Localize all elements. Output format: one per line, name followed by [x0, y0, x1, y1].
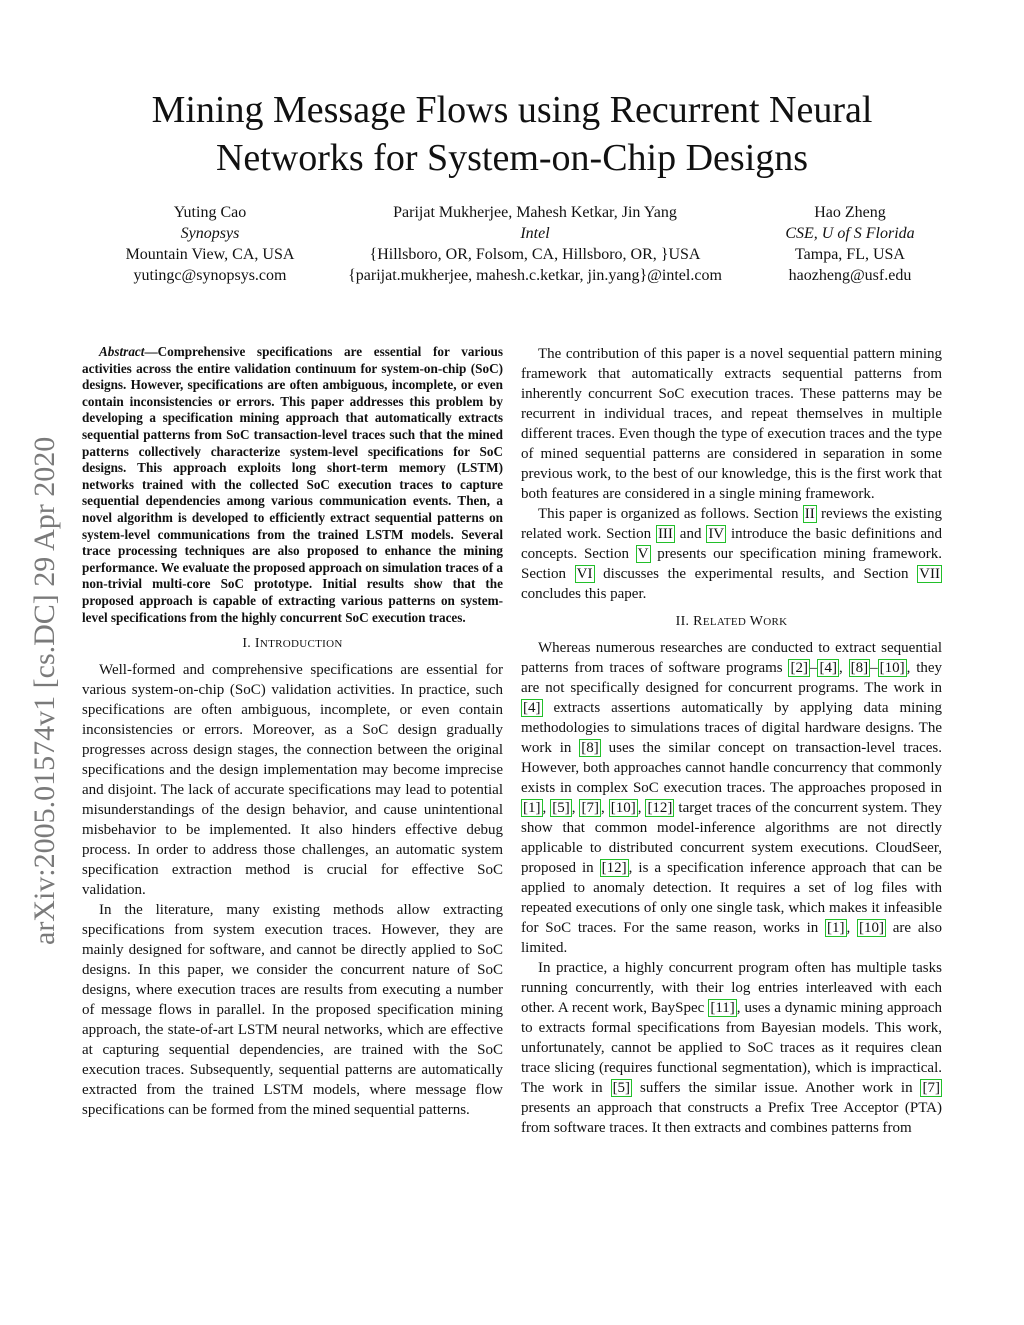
- citation-link[interactable]: [5]: [612, 1080, 631, 1096]
- citation-link[interactable]: [1]: [523, 800, 541, 816]
- contribution-paragraph: The contribution of this paper is a novel sequential pattern mining framework that automatically extracts sequential patterns from inherently concurrent SoC execution traces. These patterns may be recurrent in individual traces, and repeat themselves in multiple different traces. Even though the type of execution traces and the type of mined sequential patterns are considered in separation in some previous work, to the best of our knowledge, this is the first work that both features are considered in a single mining framework.: [521, 346, 942, 502]
- section-link-vii[interactable]: VII: [919, 566, 940, 582]
- right-column: [521, 344, 942, 1138]
- citation-link[interactable]: [4]: [819, 660, 837, 676]
- abstract: [82, 344, 503, 626]
- citation-link[interactable]: [8]: [850, 660, 869, 676]
- section-link-vi[interactable]: VI: [576, 566, 593, 582]
- citation-link[interactable]: [4]: [523, 700, 541, 716]
- author-affiliation: CSE, U of S Florida: [785, 225, 915, 242]
- section-heading-introduction: I. INTRODUCTION: [242, 636, 343, 652]
- author-name: Yuting Cao: [173, 204, 247, 221]
- citation-link[interactable]: [11]: [710, 1000, 735, 1016]
- citation-link[interactable]: [8]: [581, 740, 599, 756]
- author-name: Hao Zheng: [814, 204, 886, 221]
- paper-title: [100, 86, 924, 182]
- citation-link[interactable]: [12]: [647, 800, 673, 816]
- left-column: [82, 344, 503, 1120]
- section-link-ii[interactable]: II: [804, 506, 815, 522]
- related-work-paragraph-1: Whereas numerous researches are conducted to extract sequential patterns from traces of software programs [2] – [4] , [8] – [10] , they are not specifically designed for concurrent programs. The work in [4] extracts assertions automatically by applying data mining methodologies to simulations traces of digital hardware designs. The work in [8] uses the similar concept on transaction-level traces. However, both approaches cannot handle concurrency that commonly exists in complex SoC execution traces. The approaches proposed in [1] , [5] , [7] , [10] , [12] target traces of the concurrent system. They show that common model-inference algorithms are not directly applicable to distributed concurrent system executions. CloudSeer, proposed in [12] , is a specification inference approach that can be applied to anomaly detection. It requires a set of log files with repeated executions of only one single task, which makes it infeasible for SoC traces. For the same reason, works in [1] , [10] are also limited.: [521, 640, 943, 956]
- organization-paragraph: This paper is organized as follows. Section II reviews the existing related work. Section III and IV introduce the basic definitions and concepts. Section V presents our specification mining framework. Section VI discusses the experimental results, and Section VII concludes this paper.: [521, 506, 943, 602]
- title-line-2: Networks for System-on-Chip Designs: [215, 137, 809, 179]
- author-location: Mountain View, CA, USA: [125, 246, 295, 263]
- citation-link[interactable]: [2]: [790, 660, 808, 676]
- citation-link[interactable]: [7]: [581, 800, 599, 816]
- section-heading-related-work: II. RELATED WORK: [675, 614, 788, 629]
- author-location: Tampa, FL, USA: [795, 246, 905, 263]
- author-affiliation: Synopsys: [180, 225, 240, 242]
- citation-link[interactable]: [5]: [552, 800, 570, 816]
- intro-paragraph-2: In the literature, many existing methods allow extracting specifications from system execution traces. However, they are mainly designed for software, and cannot be directly applied to SoC designs. In this paper, we consider the concurrent nature of SoC designs, where execution traces are results from executing a number of message flows in parallel. In the proposed specification mining approach, the state-of-art LSTM neural networks, which are effective at capturing sequential dependencies, are trained with the SoC execution traces. Subsequently, sequential patterns are automatically extracted from the trained LSTM models, where message flow specifications can be formed from the mined sequential patterns.: [82, 902, 503, 1119]
- author-email: {parijat.mukherjee, mahesh.c.ketkar, jin.yang}@intel.com: [348, 267, 722, 284]
- related-work-paragraph-2: In practice, a highly concurrent program often has multiple tasks running concurrently, with their log entries interleaved with each other. A recent work, BaySpec [11] , uses a dynamic mining approach to extracts formal specifications from Bayesian models. This work, unfortunately, cannot be applied to SoC traces as it requires clean trace slicing (requires functional segmentation), which is impractical. The work in [5] suffers the similar issue. Another work in [7] presents an approach that constructs a Prefix Tree Acceptor (PTA) from software traces. It then extracts and combines patterns from: [521, 960, 942, 1136]
- section-link-v[interactable]: V: [637, 546, 649, 562]
- citation-link[interactable]: [10]: [879, 660, 905, 676]
- abstract-label: Abstract: [99, 344, 145, 359]
- author-block-1: [100, 202, 320, 286]
- intro-paragraph-1: Well-formed and comprehensive specifications are essential for various system-on-chip (SoC) validation activities. In practice, such specifications are often ambiguous, incomplete, or even contain inconsistencies or errors. Moreover, as a SoC design gradually progresses across design stages, the connection between the original specifications and the design implementation may become imprecise and disjoint. The lack of accurate specifications may lead to potential misunderstandings of the design behavior, and cause unintentional misbehavior to be implemented. It also hinders effective debug process. In order to address those challenges, an automatic system specification extraction method is crucial for effective SoC validation.: [82, 662, 503, 899]
- author-affiliation: Intel: [520, 225, 550, 242]
- author-block-3: [735, 202, 965, 286]
- author-email: yutingc@synopsys.com: [133, 267, 287, 284]
- section-link-iii[interactable]: III: [657, 526, 673, 542]
- section-link-iv[interactable]: IV: [708, 526, 725, 542]
- citation-link[interactable]: [10]: [859, 920, 885, 936]
- abstract-text: —Comprehensive specifications are essential for various activities across the entire validation continuum for system-on-chip (SoC) designs. However, specifications are often ambiguous, incomplete, or even contain inconsistencies or errors. This paper addresses this problem by developing a specification mining approach that automatically extracts sequential patterns from SoC transaction-level traces such that the mined patterns collectively characterize system-level specifications for SoC designs. This approach exploits long short-term memory (LSTM) networks trained with the collected SoC execution traces to capture sequential dependencies among various communication events. Then, a novel algorithm is developed to efficiently extract sequential patterns on system-level communications from the trained LSTM models. Several trace processing techniques are also proposed to enhance the mining performance. We evaluate the proposed approach on simulation traces of a non-trivial multi-core SoC prototype. Initial results show that the proposed approach is capable of extracting various patterns on system-level specifications from the highly concurrent SoC execution traces.: [82, 344, 503, 625]
- author-block-2: [320, 202, 750, 286]
- citation-link[interactable]: [1]: [827, 920, 845, 936]
- arxiv-stamp: arXiv:2005.01574v1 [cs.DC] 29 Apr 2020: [28, 436, 61, 945]
- author-email: haozheng@usf.edu: [788, 267, 912, 284]
- title-line-1: Mining Message Flows using Recurrent Neural: [151, 89, 873, 131]
- author-name: Parijat Mukherjee, Mahesh Ketkar, Jin Yang: [393, 204, 677, 221]
- citation-link[interactable]: [12]: [601, 860, 627, 876]
- author-location: {Hillsboro, OR, Folsom, CA, Hillsboro, OR, }USA: [369, 246, 701, 263]
- citation-link[interactable]: [7]: [922, 1080, 940, 1096]
- citation-link[interactable]: [10]: [610, 800, 636, 816]
